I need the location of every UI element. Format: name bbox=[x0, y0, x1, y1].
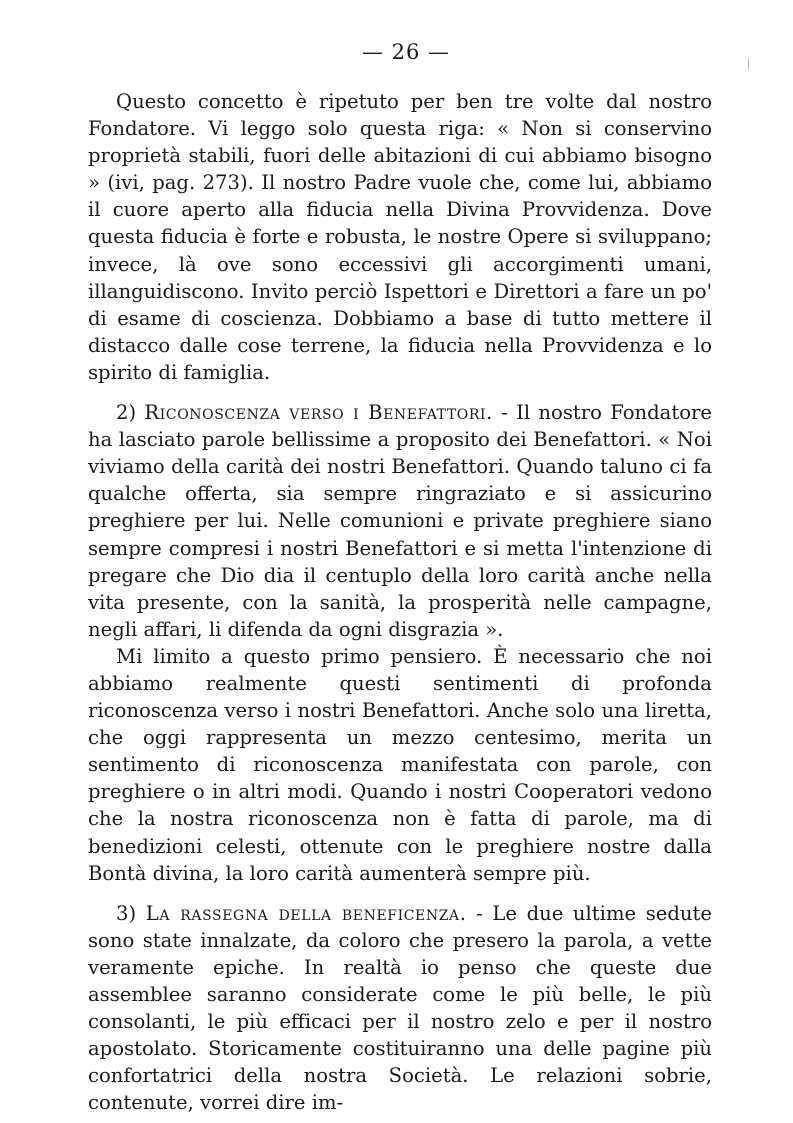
section-charity-review bbox=[88, 900, 712, 1117]
section-number: 3) bbox=[116, 901, 137, 925]
paragraph-text: Mi limito a questo primo pensiero. È necessario che noi abbiamo realmente questi sentimenti di profonda riconoscenza verso i nostri Benefattori. Anche solo una liretta, che oggi rappresenta un mezzo centesimo, merita un sentimento di riconoscenza manifestata con parole, con preghiere o in altri modi. Quando i nostri Cooperatori vedono che la nostra riconoscenza non è fatta di parole, ma di benedizioni celesti, ottenute con le preghiere nostre dalla Bontà divina, la loro carità aumenterà sempre più. bbox=[88, 644, 712, 885]
section-heading: La rassegna della beneficenza. bbox=[145, 901, 467, 925]
section-heading: Riconoscenza verso i Benefattori. bbox=[144, 401, 493, 425]
section-benefactors bbox=[88, 399, 712, 643]
paragraph-text: - Le due ultime sedute sono state innalzate, da coloro che presero la parola, a vette veramente epiche. In realtà io penso che queste due assemblee saranno considerate come le più belle, le più consolanti, le più efficaci per il nostro zelo e per il nostro apostolato. Storicamente costituiranno una delle pagine più confortatrici della nostra Società. Le relazioni sobrie, contenute, vorrei dire im- bbox=[88, 901, 712, 1115]
section-number: 2) bbox=[116, 401, 137, 425]
document-page bbox=[88, 40, 712, 1116]
paragraph-text: Questo concetto è ripetuto per ben tre volte dal nostro Fondatore. Vi leggo solo questa riga: « Non si conservino proprietà stabili, fuori delle abitazioni di cui abbiamo bisogno » (ivi, pag. 273). Il nostro Padre vuole che, come lui, abbiamo il cuore aperto alla fiducia nella Divina Provvidenza. Dove questa fiducia è forte e robusta, le nostre Opere si sviluppano; invece, là ove sono eccessivi gli accorgimenti umani, illanguidiscono. Invito perciò Ispettori e Direttori a fare un po' di esame di coscienza. Dobbiamo a base di tutto mettere il distacco dalle cose terrene, la fiducia nella Provvidenza e lo spirito di famiglia. bbox=[88, 90, 712, 384]
page-number: — 26 — bbox=[361, 40, 451, 64]
scan-edge-mark bbox=[748, 58, 749, 70]
paragraph-text: - Il nostro Fondatore ha lasciato parole bellissime a proposito dei Benefattori. « Noi viviamo della carità dei nostri Benefattori. Quando taluno ci fa qualche offerta, sia sempre ringraziato e si assicurino preghiere per lui. Nelle comunioni e private preghiere siano sempre compresi i nostri Benefattori e si metta l'intenzione di pregare che Dio dia il centuplo della loro carità anche nella vita presente, con la sanità, la prosperità nelle campagne, negli affari, li difenda da ogni disgrazia ». bbox=[88, 401, 712, 641]
paragraph-providence bbox=[88, 88, 712, 386]
paragraph-gratitude bbox=[88, 643, 712, 887]
